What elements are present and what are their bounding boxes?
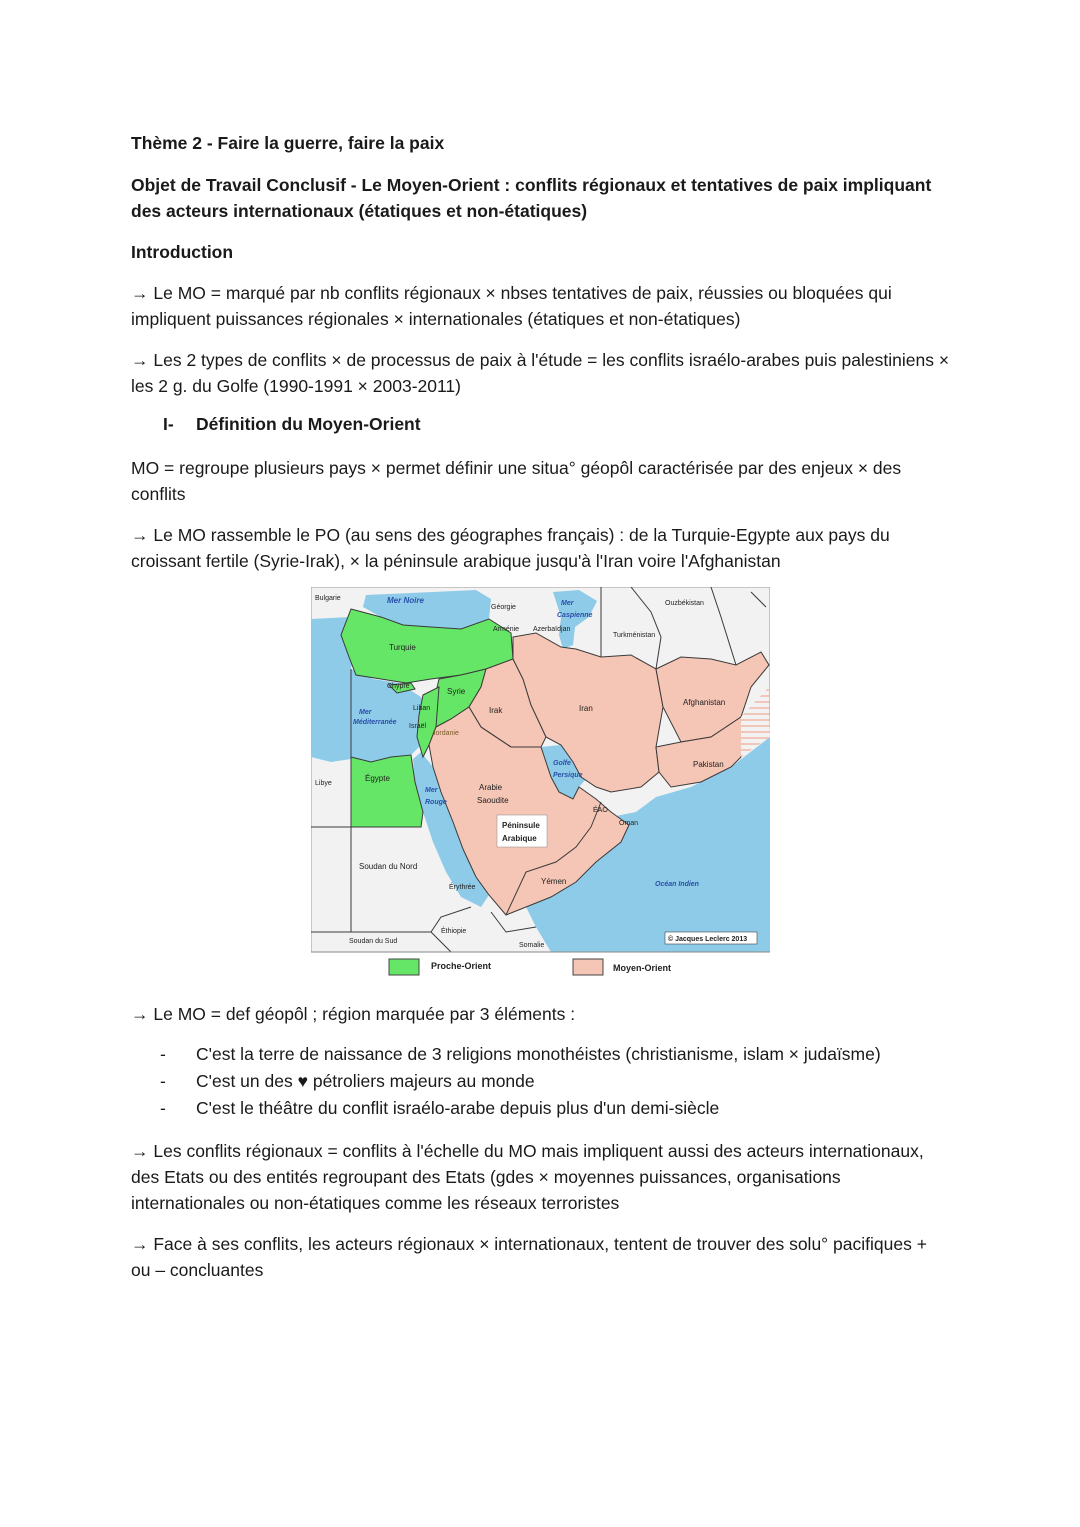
map-label-turkmenistan: Turkménistan xyxy=(613,632,656,639)
map-label-pakistan: Pakistan xyxy=(693,760,724,769)
map-label-arabie: Arabie xyxy=(479,783,503,792)
list-item xyxy=(160,1068,940,1095)
map-label-eao: ÉAO xyxy=(593,807,608,814)
list-dash: - xyxy=(160,1098,166,1118)
map-label-golfe-1: Golfe xyxy=(553,760,571,767)
definition-paragraph-3: → Le MO = def géopôl ; région marquée par 3 éléments : xyxy=(131,1004,576,1024)
section-1-title: Définition du Moyen-Orient xyxy=(196,414,421,434)
map-label-iran: Iran xyxy=(579,704,593,713)
map-label-erythree: Érythrée xyxy=(449,884,476,891)
list-dash: - xyxy=(160,1071,166,1091)
elements-list xyxy=(160,1041,940,1122)
map-label-saoudite: Saoudite xyxy=(477,796,509,805)
map-label-ouzbekistan: Ouzbékistan xyxy=(665,600,704,607)
map-label-israel: Israël xyxy=(409,723,427,730)
legend-swatch-moyen-orient xyxy=(573,959,603,975)
definition-paragraph-4: → Les conflits régionaux = conflits à l'échelle du MO mais impliquent aussi des acteurs internationaux, des Etats ou des entités regroupant des Etats (gdes × moyennes puissances, organisations internationales ou non-étatiques comme les réseaux terroristes xyxy=(131,1141,924,1213)
map-label-mer-med-1: Mer xyxy=(359,709,372,716)
map-label-afghanistan: Afghanistan xyxy=(683,698,726,707)
map-label-golfe-2: Persique xyxy=(553,772,583,779)
map-label-arabique: Arabique xyxy=(502,834,537,843)
list-dash: - xyxy=(160,1044,166,1064)
theme-title: Thème 2 - Faire la guerre, faire la paix xyxy=(131,133,445,153)
map-label-irak: Irak xyxy=(489,706,503,715)
map-label-azerbaidjan: Azerbaïdjan xyxy=(533,626,571,633)
map-label-armenie: Arménie xyxy=(493,626,520,633)
region-egypt xyxy=(351,755,423,827)
middle-east-map xyxy=(311,587,770,984)
intro-paragraph-1: → Le MO = marqué par nb conflits régionaux × nbses tentatives de paix, réussies ou bloquées qui impliquent puissances régionales × internationales (étatiques et non-étatiques) xyxy=(131,283,892,329)
map-label-somalie: Somalie xyxy=(519,942,545,949)
map-label-mer-noire: Mer Noire xyxy=(387,596,424,605)
map-label-soudan-sud: Soudan du Sud xyxy=(349,938,398,945)
intro-paragraph-2: → Les 2 types de conflits × de processus de paix à l'étude = les conflits israélo-arabes puis palestiniens × les 2 g. du Golfe (1990-1991 × 2003-2011) xyxy=(131,350,950,396)
map-label-georgie: Géorgie xyxy=(491,604,516,611)
list-item-text: C'est la terre de naissance de 3 religions monothéistes (christianisme, islam × judaïsme) xyxy=(196,1044,881,1064)
legend-label-proche-orient: Proche-Orient xyxy=(431,961,492,971)
legend-background xyxy=(311,952,770,984)
definition-paragraph-1: MO = regroupe plusieurs pays × permet définir une situa° géopôl caractérisée par des enjeux × des conflits xyxy=(131,458,902,504)
map-label-mer-med-2: Méditerranée xyxy=(353,719,397,726)
list-item-text: C'est un des ♥ pétroliers majeurs au monde xyxy=(196,1071,535,1091)
map-label-libye: Libye xyxy=(315,780,332,787)
map-label-mer-caspienne-2: Caspienne xyxy=(557,612,593,619)
section-1-heading xyxy=(163,414,421,435)
list-item-text: C'est le théâtre du conflit israélo-arabe depuis plus d'un demi-siècle xyxy=(196,1098,720,1118)
intro-heading: Introduction xyxy=(131,242,234,262)
map-label-soudan-nord: Soudan du Nord xyxy=(359,862,418,871)
object-title: Objet de Travail Conclusif - Le Moyen-Orient : conflits régionaux et tentatives de paix impliquant des acteurs internationaux (étatiques et non-étatiques) xyxy=(131,175,932,221)
section-1-number: I- xyxy=(163,414,174,434)
map-label-mer-rouge-2: Rouge xyxy=(425,799,447,806)
map-label-mer-caspienne-1: Mer xyxy=(561,600,574,607)
map-label-jordanie: Jordanie xyxy=(432,730,459,737)
map-label-oman: Oman xyxy=(619,820,639,827)
map-label-mer-rouge-1: Mer xyxy=(425,787,438,794)
map-label-liban: Liban xyxy=(413,705,431,712)
map-label-ocean-indien: Océan Indien xyxy=(655,881,699,888)
map-label-yemen: Yémen xyxy=(541,877,567,886)
definition-paragraph-2: → Le MO rassemble le PO (au sens des géographes français) : de la Turquie-Egypte aux pays du croissant fertile (Syrie-Irak), × la péninsule arabique jusqu'à l'Iran voire l'Afghanistan xyxy=(131,525,890,571)
map-copyright: © Jacques Leclerc 2013 xyxy=(668,936,748,943)
legend-label-moyen-orient: Moyen-Orient xyxy=(613,963,672,973)
map-label-syrie: Syrie xyxy=(447,687,466,696)
map-label-chypre: Chypre xyxy=(387,683,410,690)
legend-swatch-proche-orient xyxy=(389,959,419,975)
map-label-ethiopie: Éthiopie xyxy=(441,928,467,935)
map-label-bulgarie: Bulgarie xyxy=(315,595,341,602)
map-label-egypte: Égypte xyxy=(365,774,390,783)
list-item xyxy=(160,1095,940,1122)
definition-paragraph-5: → Face à ses conflits, les acteurs régionaux × internationaux, tentent de trouver des solu° pacifiques + ou – concluantes xyxy=(131,1234,927,1280)
map-label-peninsule: Péninsule xyxy=(502,821,540,830)
list-item xyxy=(160,1041,940,1068)
map-label-turquie: Turquie xyxy=(389,643,416,652)
